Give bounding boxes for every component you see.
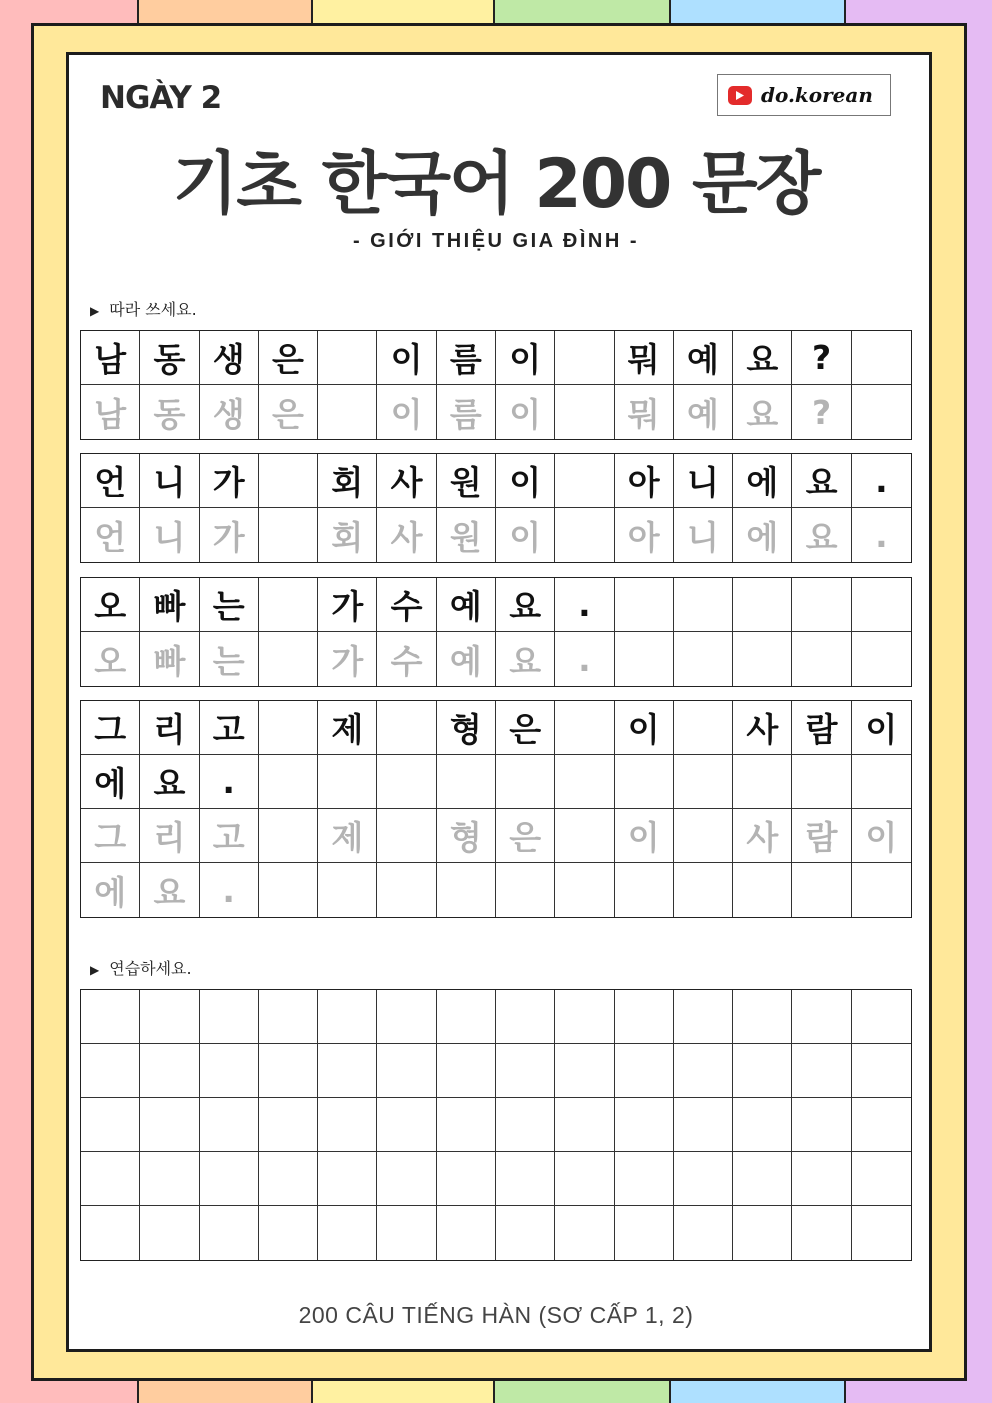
practice-cell[interactable] <box>377 1206 436 1260</box>
practice-cell[interactable] <box>200 1206 259 1260</box>
practice-cell[interactable] <box>140 1044 199 1098</box>
practice-cell[interactable] <box>852 1044 911 1098</box>
trace-cell[interactable] <box>377 809 436 863</box>
trace-cell[interactable]: 형 <box>437 809 496 863</box>
model-cell: 형 <box>437 701 496 755</box>
practice-cell[interactable] <box>792 1098 851 1152</box>
trace-cell[interactable]: 아 <box>615 508 674 562</box>
practice-instruction <box>90 956 192 979</box>
practice-cell[interactable] <box>318 1206 377 1260</box>
model-cell: 수 <box>377 578 436 632</box>
trace-cell[interactable]: 원 <box>437 508 496 562</box>
trace-cell[interactable]: . <box>555 632 614 686</box>
trace-cell[interactable]: 생 <box>200 385 259 439</box>
trace-cell[interactable]: 니 <box>140 508 199 562</box>
youtube-play-icon <box>728 86 752 105</box>
model-cell <box>318 755 377 809</box>
practice-cell[interactable] <box>496 990 555 1044</box>
trace-cell[interactable] <box>259 632 318 686</box>
practice-cell[interactable] <box>615 990 674 1044</box>
practice-cell[interactable] <box>674 990 733 1044</box>
practice-cell[interactable] <box>200 1044 259 1098</box>
practice-cell[interactable] <box>81 1152 140 1206</box>
practice-cell[interactable] <box>259 1152 318 1206</box>
trace-cell[interactable]: 리 <box>140 809 199 863</box>
channel-badge[interactable] <box>717 74 891 116</box>
model-cell: 이 <box>852 701 911 755</box>
model-cell: 람 <box>792 701 851 755</box>
model-cell <box>852 755 911 809</box>
trace-cell[interactable]: 에 <box>733 508 792 562</box>
practice-cell[interactable] <box>377 1044 436 1098</box>
practice-cell[interactable] <box>377 990 436 1044</box>
practice-cell[interactable] <box>792 990 851 1044</box>
model-cell <box>792 578 851 632</box>
practice-cell[interactable] <box>852 1098 911 1152</box>
model-cell: . <box>555 578 614 632</box>
trace-cell[interactable]: 요 <box>733 385 792 439</box>
exercise-grid-3 <box>80 577 912 687</box>
practice-cell[interactable] <box>496 1098 555 1152</box>
model-cell <box>615 578 674 632</box>
trace-cell[interactable] <box>615 632 674 686</box>
model-cell: 요 <box>792 454 851 508</box>
trace-cell[interactable] <box>555 809 614 863</box>
trace-cell[interactable] <box>555 508 614 562</box>
model-cell: 니 <box>140 454 199 508</box>
trace-cell[interactable] <box>852 632 911 686</box>
model-cell: 고 <box>200 701 259 755</box>
trace-cell[interactable]: 람 <box>792 809 851 863</box>
model-cell: 그 <box>81 701 140 755</box>
practice-cell[interactable] <box>81 1044 140 1098</box>
model-cell <box>555 331 614 385</box>
model-cell: 이 <box>496 454 555 508</box>
trace-cell[interactable] <box>852 385 911 439</box>
play-triangle-icon: ▶ <box>90 963 100 977</box>
practice-cell[interactable] <box>496 1044 555 1098</box>
practice-cell[interactable] <box>852 1152 911 1206</box>
trace-cell[interactable]: 언 <box>81 508 140 562</box>
practice-cell[interactable] <box>200 990 259 1044</box>
trace-cell[interactable]: 빠 <box>140 632 199 686</box>
trace-cell[interactable]: 는 <box>200 632 259 686</box>
practice-cell[interactable] <box>615 1098 674 1152</box>
trace-cell[interactable]: 그 <box>81 809 140 863</box>
model-cell <box>377 701 436 755</box>
model-cell <box>259 755 318 809</box>
trace-cell[interactable]: 이 <box>615 809 674 863</box>
page-title: 기초 한국어 200 문장 <box>172 145 820 224</box>
trace-cell[interactable] <box>792 632 851 686</box>
trace-cell[interactable]: 이 <box>852 809 911 863</box>
model-cell: 남 <box>81 331 140 385</box>
trace-cell[interactable]: 요 <box>140 863 199 917</box>
trace-cell[interactable]: 제 <box>318 809 377 863</box>
practice-cell[interactable] <box>259 1206 318 1260</box>
model-cell: 오 <box>81 578 140 632</box>
model-cell: 빠 <box>140 578 199 632</box>
practice-cell[interactable] <box>81 1098 140 1152</box>
model-cell: 이 <box>615 701 674 755</box>
trace-cell[interactable]: 이 <box>496 508 555 562</box>
model-cell: 은 <box>259 331 318 385</box>
trace-cell[interactable] <box>496 863 555 917</box>
model-cell <box>792 755 851 809</box>
practice-cell[interactable] <box>555 1044 614 1098</box>
trace-cell[interactable] <box>674 632 733 686</box>
practice-cell[interactable] <box>437 990 496 1044</box>
model-cell: 예 <box>674 331 733 385</box>
trace-cell[interactable]: 사 <box>733 809 792 863</box>
page-subtitle: - GIỚI THIỆU GIA ĐÌNH - <box>352 230 640 252</box>
practice-cell[interactable] <box>259 1044 318 1098</box>
trace-cell[interactable]: . <box>200 863 259 917</box>
practice-cell[interactable] <box>555 1152 614 1206</box>
trace-cell[interactable]: 남 <box>81 385 140 439</box>
model-cell: 회 <box>318 454 377 508</box>
model-cell: 름 <box>437 331 496 385</box>
trace-cell[interactable] <box>437 863 496 917</box>
practice-cell[interactable] <box>674 1044 733 1098</box>
trace-cell[interactable]: 회 <box>318 508 377 562</box>
practice-cell[interactable] <box>437 1098 496 1152</box>
practice-cell[interactable] <box>437 1206 496 1260</box>
model-cell <box>259 701 318 755</box>
trace-cell[interactable] <box>733 632 792 686</box>
model-cell: 아 <box>615 454 674 508</box>
practice-cell[interactable] <box>140 1206 199 1260</box>
trace-cell[interactable] <box>259 809 318 863</box>
copy-instruction <box>90 297 197 320</box>
practice-cell[interactable] <box>792 1152 851 1206</box>
model-cell <box>377 755 436 809</box>
practice-cell[interactable] <box>259 990 318 1044</box>
practice-cell[interactable] <box>615 1206 674 1260</box>
practice-cell[interactable] <box>259 1098 318 1152</box>
model-cell: 요 <box>496 578 555 632</box>
trace-cell[interactable]: 고 <box>200 809 259 863</box>
practice-cell[interactable] <box>496 1152 555 1206</box>
model-cell: 요 <box>733 331 792 385</box>
model-cell <box>437 755 496 809</box>
model-cell: 니 <box>674 454 733 508</box>
practice-cell[interactable] <box>555 1206 614 1260</box>
exercise-grid-1 <box>80 330 912 440</box>
trace-cell[interactable]: 니 <box>674 508 733 562</box>
model-cell <box>852 331 911 385</box>
practice-cell[interactable] <box>437 1044 496 1098</box>
trace-cell[interactable] <box>259 508 318 562</box>
practice-cell[interactable] <box>615 1152 674 1206</box>
model-cell: 요 <box>140 755 199 809</box>
model-cell <box>615 755 674 809</box>
trace-cell[interactable]: 수 <box>377 632 436 686</box>
model-cell: 동 <box>140 331 199 385</box>
trace-cell[interactable]: ? <box>792 385 851 439</box>
practice-cell[interactable] <box>200 1152 259 1206</box>
model-cell <box>318 331 377 385</box>
model-cell: 이 <box>496 331 555 385</box>
model-cell <box>555 454 614 508</box>
model-cell: ? <box>792 331 851 385</box>
practice-cell[interactable] <box>377 1152 436 1206</box>
trace-cell[interactable]: 가 <box>200 508 259 562</box>
model-cell <box>259 578 318 632</box>
trace-cell[interactable]: 은 <box>259 385 318 439</box>
copy-instruction-label: 따라 쓰세요. <box>109 300 197 319</box>
trace-cell[interactable]: 요 <box>496 632 555 686</box>
practice-cell[interactable] <box>615 1044 674 1098</box>
practice-cell[interactable] <box>377 1098 436 1152</box>
model-cell: 이 <box>377 331 436 385</box>
model-cell: 제 <box>318 701 377 755</box>
trace-cell[interactable]: 뭐 <box>615 385 674 439</box>
practice-cell[interactable] <box>674 1152 733 1206</box>
practice-cell[interactable] <box>200 1098 259 1152</box>
practice-cell[interactable] <box>140 1152 199 1206</box>
model-cell: 언 <box>81 454 140 508</box>
model-cell <box>674 578 733 632</box>
trace-cell[interactable] <box>318 863 377 917</box>
model-cell <box>259 454 318 508</box>
model-cell: 에 <box>81 755 140 809</box>
model-cell <box>674 701 733 755</box>
practice-cell[interactable] <box>674 1098 733 1152</box>
exercise-grid-4 <box>80 700 912 918</box>
model-cell <box>496 755 555 809</box>
practice-cell[interactable] <box>140 1098 199 1152</box>
trace-cell[interactable]: 예 <box>437 632 496 686</box>
practice-cell[interactable] <box>852 990 911 1044</box>
practice-cell[interactable] <box>792 1044 851 1098</box>
practice-cell[interactable] <box>140 990 199 1044</box>
model-cell <box>555 701 614 755</box>
model-cell: 은 <box>496 701 555 755</box>
trace-cell[interactable]: 은 <box>496 809 555 863</box>
trace-cell[interactable]: 름 <box>437 385 496 439</box>
model-cell: 는 <box>200 578 259 632</box>
practice-cell[interactable] <box>318 1098 377 1152</box>
trace-cell[interactable]: 동 <box>140 385 199 439</box>
model-cell <box>733 578 792 632</box>
practice-cell[interactable] <box>318 1044 377 1098</box>
model-cell: . <box>852 454 911 508</box>
trace-cell[interactable]: 에 <box>81 863 140 917</box>
trace-cell[interactable] <box>733 863 792 917</box>
day-label: NGÀY 2 <box>100 80 222 116</box>
trace-cell[interactable]: . <box>875 515 888 555</box>
trace-cell[interactable] <box>615 863 674 917</box>
model-cell: 뭐 <box>615 331 674 385</box>
page-footer: 200 CÂU TIẾNG HÀN (SƠ CẤP 1, 2) <box>298 1302 694 1328</box>
model-cell <box>555 755 614 809</box>
trace-cell[interactable]: 사 <box>377 508 436 562</box>
trace-cell[interactable]: 이 <box>496 385 555 439</box>
trace-cell[interactable] <box>792 863 851 917</box>
model-cell <box>852 578 911 632</box>
practice-instruction-label: 연습하세요. <box>109 959 192 978</box>
practice-cell[interactable] <box>733 1152 792 1206</box>
model-cell: 에 <box>733 454 792 508</box>
trace-cell[interactable] <box>674 809 733 863</box>
model-cell: 리 <box>140 701 199 755</box>
practice-cell[interactable] <box>318 1152 377 1206</box>
practice-cell[interactable] <box>318 990 377 1044</box>
practice-cell[interactable] <box>733 1098 792 1152</box>
trace-cell[interactable] <box>852 863 911 917</box>
model-cell: . <box>200 755 259 809</box>
practice-cell[interactable] <box>733 1206 792 1260</box>
practice-cell[interactable] <box>81 1206 140 1260</box>
model-cell <box>674 755 733 809</box>
trace-cell[interactable]: 요 <box>792 508 851 562</box>
trace-cell[interactable]: 이 <box>377 385 436 439</box>
practice-cell[interactable] <box>733 990 792 1044</box>
trace-cell[interactable] <box>555 385 614 439</box>
trace-cell[interactable] <box>318 385 377 439</box>
practice-grid <box>80 989 912 1261</box>
practice-cell[interactable] <box>81 990 140 1044</box>
exercise-grid-2 <box>80 453 912 563</box>
practice-cell[interactable] <box>674 1206 733 1260</box>
model-cell: 사 <box>377 454 436 508</box>
trace-cell[interactable]: 가 <box>318 632 377 686</box>
practice-cell[interactable] <box>555 1098 614 1152</box>
model-cell: 사 <box>733 701 792 755</box>
practice-cell[interactable] <box>852 1206 911 1260</box>
play-triangle-icon: ▶ <box>90 304 100 318</box>
practice-cell[interactable] <box>437 1152 496 1206</box>
channel-name: do.korean <box>761 83 873 107</box>
model-cell <box>733 755 792 809</box>
practice-cell[interactable] <box>555 990 614 1044</box>
model-cell: 원 <box>437 454 496 508</box>
trace-cell[interactable] <box>259 863 318 917</box>
trace-cell[interactable] <box>555 863 614 917</box>
model-cell: 가 <box>318 578 377 632</box>
practice-cell[interactable] <box>496 1206 555 1260</box>
model-cell: 가 <box>200 454 259 508</box>
trace-cell[interactable]: 예 <box>674 385 733 439</box>
trace-cell[interactable] <box>377 863 436 917</box>
model-cell: 생 <box>200 331 259 385</box>
practice-cell[interactable] <box>733 1044 792 1098</box>
model-cell: 예 <box>437 578 496 632</box>
trace-cell[interactable]: 오 <box>81 632 140 686</box>
practice-cell[interactable] <box>792 1206 851 1260</box>
trace-cell[interactable] <box>674 863 733 917</box>
